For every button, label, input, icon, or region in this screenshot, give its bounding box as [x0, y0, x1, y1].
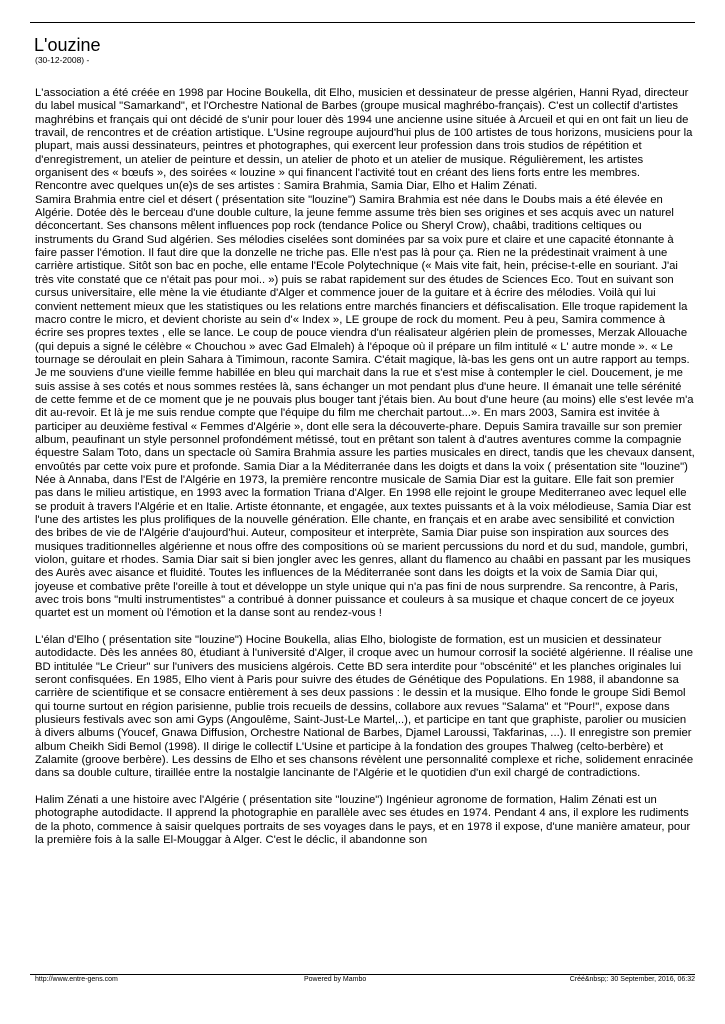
paragraph-intro: L'association a été créée en 1998 par Hocine Boukella, dit Elho, musicien et dessinateur de presse algérien, Hanni Ryad, directeur du label musical "Samarkand", et l'Orchestre National de Barbes (groupe musical maghrébo-français). C'est un collectif d'artistes maghrébins et français qui ont décidé de s'unir pour louer dès 1994 une ancienne usine située à Arcueil et qui en ont fait un lieu de travail, de rencontres et de création artistique. L'Usine regroupe aujourd'hui plus de 100 artistes de tous horizons, musiciens pour la plupart, mais aussi dessinateurs, peintres et photographes, qui exercent leur profession dans trois studios de répétition et d'enregistrement, un atelier de peinture et dessin, un atelier de photo et un atelier de musique. Régulièrement, les artistes organisent des « bœufs », des soirées « louzine » qui financent l'activité tout en créant des liens forts entre les membres. Rencontre avec quelques un(e)s de ses artistes : Samira Brahmia, Samia Diar, Elho et Halim Zénati.: [35, 87, 693, 193]
paragraph-halim: Halim Zénati a une histoire avec l'Algérie ( présentation site "louzine") Ingénieur agronome de formation, Halim Zénati est un photographe autodidacte. Il apprend la photographie en parallèle avec ses études en 1974. Pendant 4 ans, il explore les rudiments de la photo, commence à saisir quelques portraits de ses voyages dans le pays, et en 1978 il expose, d'une manière amateur, pour la première fois à la salle El-Mouggar à Alger. C'est le déclic, il abandonne son: [35, 794, 691, 847]
footer-site-url: http://www.entre-gens.com: [35, 976, 118, 983]
paragraph-samira-samia: Samira Brahmia entre ciel et désert ( présentation site "louzine") Samira Brahmia est née dans le Doubs mais a été élevée en Algérie. Dotée dès le berceau d'une double culture, la jeune femme assume très bien ses origines et ses acquis avec un naturel déconcertant. Ses chansons mêlent influences pop rock (tendance Police ou Sheryl Crow), chaâbi, traditions celtiques ou instruments du Grand Sud algérien. Ses mélodies ciselées sont dominées par sa voix pure et claire et une capacité étonnante à faire passer l'émotion. Il faut dire que la donzelle ne triche pas. Elle n'est pas là pour ça. Rien ne la prédestinait vraiment à une carrière artistique. Sitôt son bac en poche, elle entame l'Ecole Polytechnique (« Mais vite fait, hein, précise-t-elle en souriant. J'ai très vite constaté que ce n'était pas pour moi.. ») puis se rabat rapidement sur des études de Sciences Eco. Tout en suivant son cursus universitaire, elle mène la vie étudiante d'Alger et commence jouer de la guitare et à écrire des mélodies. Voilà qui lui convient nettement mieux que les statistiques ou les relations entre marchés financiers et défiscalisation. Elle troque rapidement la macro contre le micro, et devient choriste au sein d'« Index », LE groupe de rock du moment. Peu à peu, Samira commence à écrire ses propres textes , elle se lance. Le coup de pouce viendra d'un réalisateur algérien plein de promesses, Merzak Allouache (qui depuis a signé le célèbre « Chouchou » avec Gad Elmaleh) à l'époque où il prépare un film intitulé « L' autre monde ». « Le tournage se déroulait en plein Sahara à Timimoun, raconte Samira. C'était magique, là-bas les gens ont un autre rapport au temps. Je me souviens d'une vieille femme habillée en bleu qui marchait dans la rue et s'est mise à contempler le ciel. Doucement, je me suis assise à ses cotés et nous sommes restées là, sans échanger un mot pendant plus d'une heure. Il émanait une telle sérénité de cette femme et de ce moment que je ne pouvais plus bouger tant j'étais bien. Au bout d'une heure (au moins) elle s'est levée m'a dit au-revoir. Et là je me suis rendue compte que l'équipe du film me cherchait partout...». En mars 2003, Samira est invitée à participer au deuxième festival « Femmes d'Algérie », dont elle sera la découverte-phare. Depuis Samira travaille sur son premier album, peaufinant un style personnel profondément métissé, tout en prêtant son talent à d'autres aventures comme la compagnie équestre Salam Toto, dans un spectacle où Samira Brahmia assure les parties musicales en direct, tandis que les chevaux dansent, envoûtés par cette voix pure et profonde. Samia Diar a la Méditerranée dans les doigts et dans la voix ( présentation site "louzine") Née à Annaba, dans l'Est de l'Algérie en 1973, la première rencontre musicale de Samia Diar est la guitare. Elle fait son premier pas dans le milieu artistique, en 1993 avec la formation Triana d'Alger. En 1998 elle rejoint le groupe Mediterraneo avec lequel elle se produit à travers l'Algérie et en Italie. Artiste étonnante, et engagée, aux textes puissants et à la voix mélodieuse, Samia Diar est l'une des artistes les plus prolifiques de la nouvelle génération. Elle chante, en français et en arabe avec sensibilité et conviction des bribes de vie de l'Algérie d'aujourd'hui. Auteur, compositeur et interprète, Samia Diar puise son inspiration aux sources des musiques traditionnelles algérienne et nous offre des compositions où se marient percussions du nord et du sud, mandole, gumbri, violon, guitare et rhodes. Samia Diar sait si bien jongler avec les genres, allant du flamenco au chaâbi en passant par les musiques des Aurès avec aisance et fluidité. Toutes les influences de la Méditerranée sont dans les doigts et la voix de Samia Diar qui, joyeuse et combative prête l'oreille à tout et développe un style unique qui n'a pas fini de nous surprendre. Sa rencontre, à Paris, avec trois bons "multi instrumentistes" a contribué à donner puissance et couleurs à sa musique et chaque concert de ce joyeux quartet est un moment où l'émotion et la danse sont au rendez-vous !: [35, 193, 695, 620]
article-date: (30-12-2008) -: [35, 55, 90, 65]
footer-created-date: Créé&nbsp;: 30 September, 2016, 06:32: [569, 976, 695, 983]
article-body: [35, 87, 695, 971]
page-title: L'ouzine: [34, 35, 101, 55]
bottom-rule: [30, 974, 695, 975]
top-rule: [30, 22, 695, 23]
paragraph-elho: L'élan d'Elho ( présentation site "louzine") Hocine Boukella, alias Elho, biologiste de formation, est un musicien et dessinateur autodidacte. Dès les années 80, étudiant à l'université d'Alger, il croque avec un humour corrosif la société algérienne. Il réalise une BD intitulée "Le Crieur" sur l'univers des musiciens algérois. Cette BD sera interdite pour "obscénité" et les planches originales lui seront confisquées. En 1985, Elho vient à Paris pour suivre des études de Génétique des Populations. En 1988, il abandonne sa carrière de scientifique et se consacre entièrement à ses deux passions : le dessin et la musique. Elho fonde le groupe Sidi Bemol qui tourne surtout en région parisienne, publie trois recueils de dessins, collabore aux revues "Salama" et "Pour!", expose dans plusieurs festivals avec son ami Gyps (Angoulême, Saint-Just-Le Martel,..), et participe en tant que graphiste, parolier ou musicien à divers albums (Youcef, Gnawa Diffusion, Orchestre National de Barbes, Djamel Laroussi, Takfarinas, ...). Il enregistre son premier album Cheikh Sidi Bemol (1998). Il dirige le collectif L'Usine et participe à la fondation des groupes Thalweg (celto-berbère) et Zalamite (groove berbère). Les dessins de Elho et ses chansons révèlent une personnalité complexe et riche, solidement enracinée dans sa double culture, tiraillée entre la nostalgie lancinante de l'Algérie et le quotidien d'un exil chargé de contradictions.: [35, 634, 694, 780]
footer-powered-by: Powered by Mambo: [304, 976, 367, 983]
